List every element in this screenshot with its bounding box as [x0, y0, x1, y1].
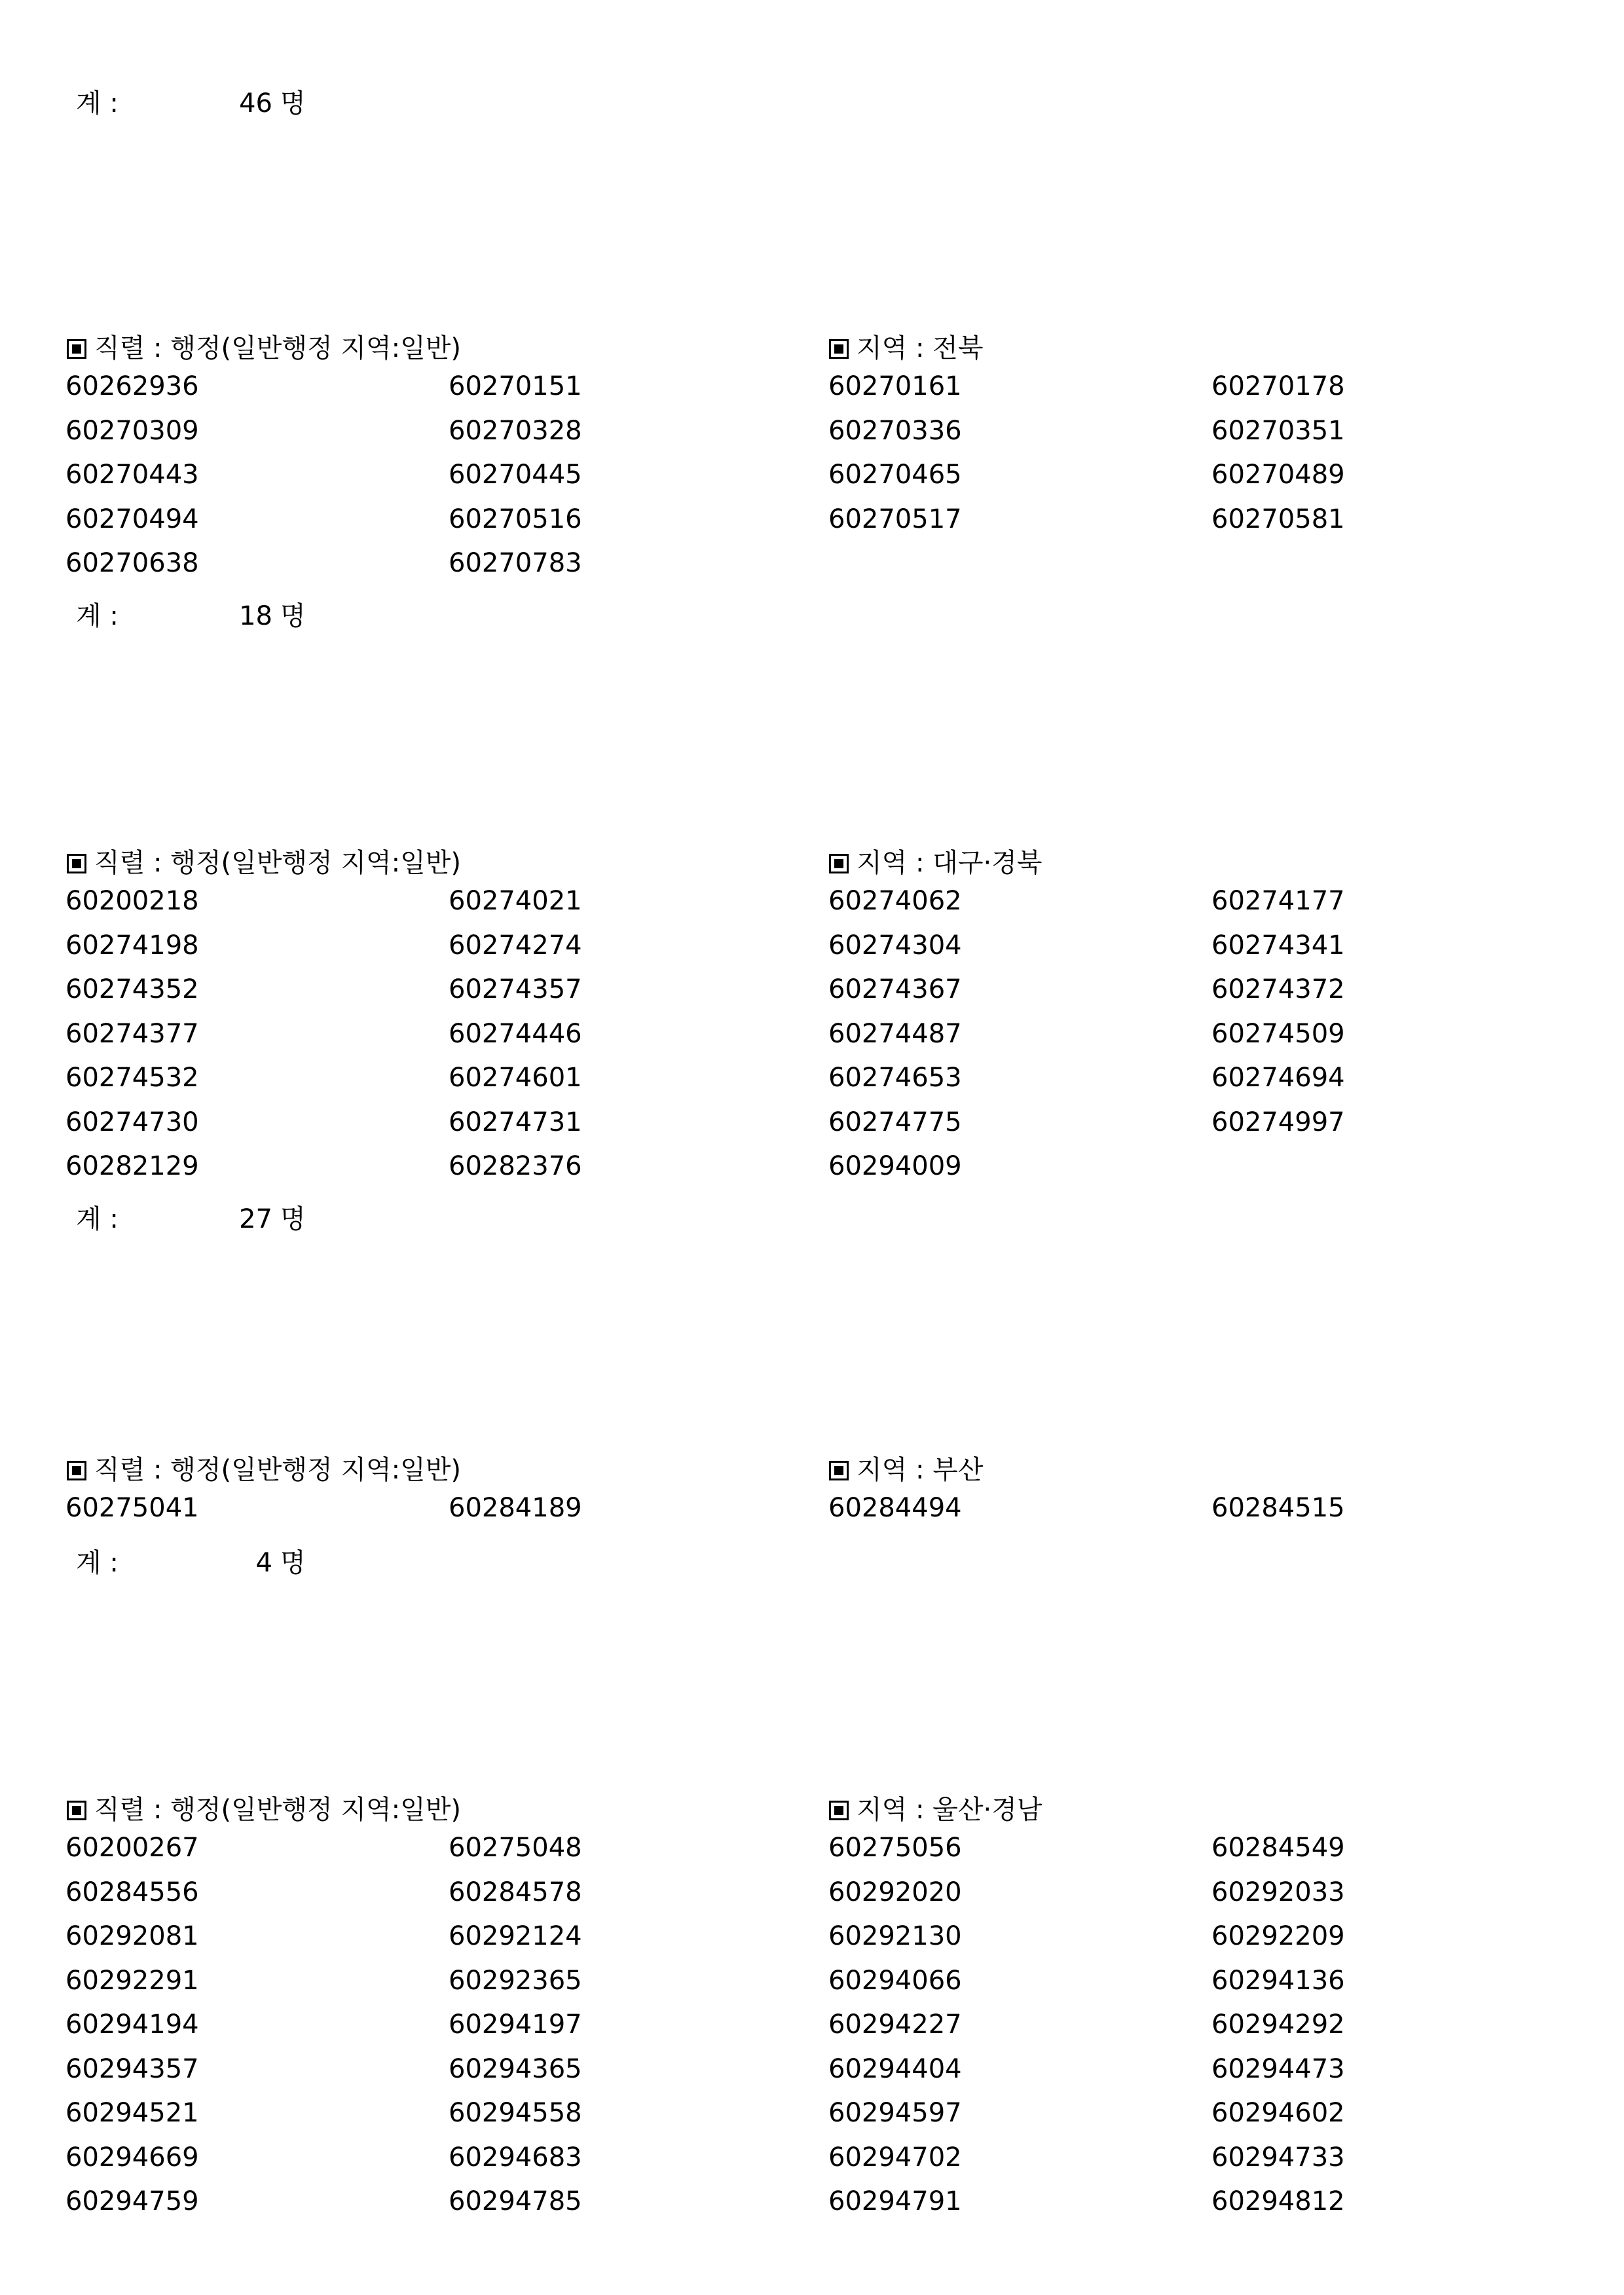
candidate-number: 60270443 [65, 460, 199, 490]
candidate-number: 60270151 [449, 371, 582, 401]
filled-square-bullet-icon [67, 854, 86, 873]
candidate-number: 60270328 [449, 415, 582, 446]
series-heading-text: 직렬 : 행정(일반행정 지역:일반) [94, 333, 461, 363]
candidate-number: 60274653 [828, 1063, 962, 1093]
candidate-number: 60274377 [65, 1018, 199, 1049]
candidate-number: 60270178 [1211, 371, 1345, 401]
list-row [0, 1495, 1624, 1539]
list-row [0, 1153, 1624, 1198]
candidate-number: 60294357 [65, 2053, 199, 2084]
list-row [0, 506, 1624, 551]
candidate-number: 60294197 [449, 2010, 582, 2040]
list-row [0, 1965, 1624, 2012]
section-heading-series [67, 1457, 461, 1483]
region-heading-text: 지역 : 울산·경남 [857, 1795, 1043, 1825]
list-row [0, 415, 1624, 462]
total-count: 46 [239, 88, 272, 119]
candidate-number: 60294194 [65, 2010, 199, 2040]
candidate-number: 60274997 [1211, 1107, 1345, 1137]
candidate-number: 60275056 [828, 1833, 962, 1863]
section-heading-region [829, 850, 1042, 876]
candidate-number: 60262936 [65, 371, 199, 401]
candidate-number: 60274177 [1211, 886, 1345, 916]
series-heading-text: 직렬 : 행정(일반행정 지역:일반) [94, 1795, 461, 1825]
candidate-number: 60284549 [1211, 1833, 1345, 1863]
candidate-number: 60294733 [1211, 2142, 1345, 2173]
candidate-number: 60270309 [65, 415, 199, 446]
candidate-number: 60274532 [65, 1063, 199, 1093]
candidate-number: 60284515 [1211, 1493, 1345, 1523]
list-row [0, 2188, 1624, 2233]
candidate-number: 60292124 [449, 1921, 582, 1951]
filled-square-bullet-icon [67, 1461, 86, 1480]
section-heading-region [829, 1797, 1042, 1823]
candidate-number: 60270336 [828, 415, 962, 446]
candidate-number: 60294597 [828, 2098, 962, 2128]
candidate-number: 60274304 [828, 930, 962, 961]
candidate-number: 60292291 [65, 1965, 199, 1996]
candidate-number: 60270783 [449, 548, 582, 578]
section-total-line [76, 603, 338, 632]
region-heading-text: 지역 : 대구·경북 [857, 848, 1043, 878]
total-count: 4 [255, 1548, 272, 1578]
candidate-number: 60274487 [828, 1018, 962, 1049]
list-row [0, 1109, 1624, 1154]
total-label: 계 : [76, 88, 119, 119]
filled-square-bullet-icon [829, 1461, 849, 1480]
total-unit: 명 [280, 1204, 306, 1234]
candidate-number: 60294683 [449, 2142, 582, 2173]
candidate-number: 60292365 [449, 1965, 582, 1996]
candidate-number: 60284556 [65, 1877, 199, 1907]
candidate-number: 60274062 [828, 886, 962, 916]
candidate-number: 60274731 [449, 1107, 582, 1137]
list-row [0, 2100, 1624, 2144]
section-heading-region [829, 335, 983, 361]
total-count: 27 [239, 1204, 272, 1234]
total-label: 계 : [76, 1548, 119, 1578]
candidate-number: 60270638 [65, 548, 199, 578]
candidate-number: 60274367 [828, 974, 962, 1004]
candidate-number: 60270445 [449, 460, 582, 490]
number-list [0, 888, 1624, 1198]
candidate-number: 60294365 [449, 2053, 582, 2084]
candidate-number: 60292130 [828, 1921, 962, 1951]
section-heading-series [67, 335, 461, 361]
list-row [0, 932, 1624, 977]
section-heading-region [829, 1457, 983, 1483]
total-unit: 명 [280, 88, 306, 119]
candidate-number: 60274341 [1211, 930, 1345, 961]
candidate-number: 60200267 [65, 1833, 199, 1863]
candidate-number: 60294785 [449, 2186, 582, 2216]
list-row [0, 976, 1624, 1021]
candidate-number: 60275048 [449, 1833, 582, 1863]
candidate-number: 60274274 [449, 930, 582, 961]
candidate-number: 60200218 [65, 886, 199, 916]
number-list [0, 373, 1624, 595]
candidate-number: 60294136 [1211, 1965, 1345, 1996]
filled-square-bullet-icon [829, 1801, 849, 1820]
candidate-number: 60274775 [828, 1107, 962, 1137]
candidate-number: 60294066 [828, 1965, 962, 1996]
candidate-number: 60270517 [828, 504, 962, 534]
list-row [0, 2053, 1624, 2101]
candidate-number: 60294404 [828, 2053, 962, 2084]
candidate-number: 60292209 [1211, 1921, 1345, 1951]
candidate-number: 60292081 [65, 1921, 199, 1951]
candidate-number: 60282376 [449, 1151, 582, 1181]
candidate-number: 60274352 [65, 974, 199, 1004]
candidate-number: 60294759 [65, 2186, 199, 2216]
section-total-line [76, 1550, 338, 1579]
candidate-number: 60274694 [1211, 1063, 1345, 1093]
candidate-number: 60284494 [828, 1493, 962, 1523]
candidate-number: 60282129 [65, 1151, 199, 1181]
candidate-number: 60294292 [1211, 2010, 1345, 2040]
candidate-number: 60274446 [449, 1018, 582, 1049]
candidate-number: 60294602 [1211, 2098, 1345, 2128]
total-label: 계 : [76, 1204, 119, 1234]
candidate-number: 60284578 [449, 1877, 582, 1907]
list-row [0, 1065, 1624, 1109]
candidate-number: 60292033 [1211, 1877, 1345, 1907]
candidate-number: 60294521 [65, 2098, 199, 2128]
candidate-number: 60270516 [449, 504, 582, 534]
total-count: 18 [239, 601, 272, 631]
candidate-number: 60294558 [449, 2098, 582, 2128]
list-row [0, 2011, 1624, 2056]
total-label: 계 : [76, 601, 119, 631]
candidate-number: 60270581 [1211, 504, 1345, 534]
candidate-number: 60274730 [65, 1107, 199, 1137]
candidate-number: 60284189 [449, 1493, 582, 1523]
candidate-number: 60294009 [828, 1151, 962, 1181]
candidate-number: 60270161 [828, 371, 962, 401]
candidate-number: 60270465 [828, 460, 962, 490]
list-row [0, 1835, 1624, 1879]
candidate-number: 60274509 [1211, 1018, 1345, 1049]
total-unit: 명 [280, 1548, 306, 1578]
list-row [0, 462, 1624, 506]
filled-square-bullet-icon [829, 339, 849, 359]
total-unit: 명 [280, 601, 306, 631]
candidate-number: 60270489 [1211, 460, 1345, 490]
list-row [0, 550, 1624, 595]
region-heading-text: 지역 : 부산 [857, 1455, 984, 1485]
series-heading-text: 직렬 : 행정(일반행정 지역:일반) [94, 1455, 461, 1485]
region-heading-text: 지역 : 전북 [857, 333, 984, 363]
list-row [0, 373, 1624, 418]
list-row [0, 1923, 1624, 1968]
candidate-number: 60294812 [1211, 2186, 1345, 2216]
candidate-number: 60274372 [1211, 974, 1345, 1004]
number-list [0, 1495, 1624, 1539]
section-total-line [76, 1206, 338, 1235]
list-row [0, 2144, 1624, 2189]
list-row [0, 1018, 1624, 1065]
list-row [0, 888, 1624, 932]
candidate-number: 60274021 [449, 886, 582, 916]
section-heading-series [67, 850, 461, 876]
filled-square-bullet-icon [829, 854, 849, 873]
candidate-number: 60294669 [65, 2142, 199, 2173]
candidate-number: 60274601 [449, 1063, 582, 1093]
list-row [0, 1879, 1624, 1924]
candidate-number: 60294473 [1211, 2053, 1345, 2084]
candidate-number: 60294702 [828, 2142, 962, 2173]
filled-square-bullet-icon [67, 339, 86, 359]
candidate-number: 60274198 [65, 930, 199, 961]
filled-square-bullet-icon [67, 1801, 86, 1820]
section-heading-series [67, 1797, 461, 1823]
candidate-number: 60274357 [449, 974, 582, 1004]
candidate-number: 60275041 [65, 1493, 199, 1523]
candidate-number: 60270494 [65, 504, 199, 534]
candidate-number: 60294227 [828, 2010, 962, 2040]
number-list [0, 1835, 1624, 2233]
candidate-number: 60292020 [828, 1877, 962, 1907]
series-heading-text: 직렬 : 행정(일반행정 지역:일반) [94, 848, 461, 878]
candidate-number: 60270351 [1211, 415, 1345, 446]
top-total-line [76, 90, 338, 119]
candidate-number: 60294791 [828, 2186, 962, 2216]
